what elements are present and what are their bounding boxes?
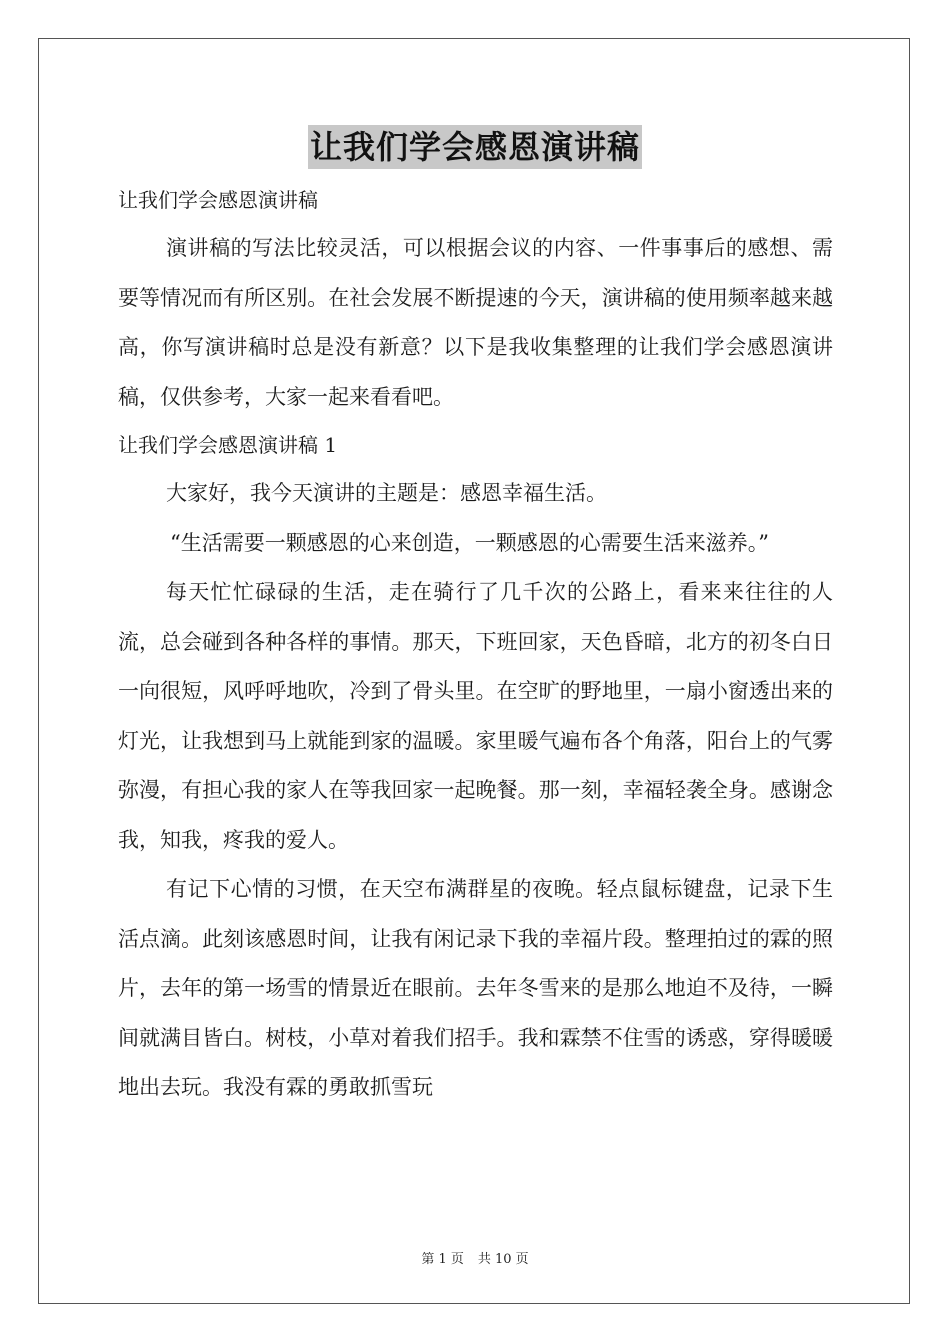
page-footer [0,1248,950,1267]
page-number: 第 1 页 [421,1252,464,1267]
document-title-block [0,125,950,169]
document-subtitle: 让我们学会感恩演讲稿 [118,188,318,212]
body-paragraph-diary: 有记下心情的习惯，在天空布满群星的夜晚。轻点鼠标键盘，记录下生活点滴。此刻该感恩时间，让我有闲记录下我的幸福片段。整理拍过的霖的照片，去年的第一场雪的情景近在眼前。去年冬雪来的是那么地迫不及待，一瞬间就满目皆白。树枝，小草对着我们招手。我和霖禁不住雪的诱惑，穿得暖暖地出去玩。我没有霖的勇敢抓雪玩 [118,877,833,1099]
body-paragraph-quote: “生活需要一颗感恩的心来创造，一颗感恩的心需要生活来滋养。” [170,530,769,555]
document-title: 让我们学会感恩演讲稿 [308,125,642,169]
section-heading: 让我们学会感恩演讲稿 1 [118,433,338,457]
document-body [118,177,833,1113]
body-paragraph-commute: 每天忙忙碌碌的生活，走在骑行了几千次的公路上，看来来往往的人流，总会碰到各种各样的事情。那天，下班回家，天色昏暗，北方的初冬白日一向很短，风呼呼地吹，冷到了骨头里。在空旷的野地里，一扇小窗透出来的灯光，让我想到马上就能到家的温暖。家里暖气遍布各个角落，阳台上的气雾弥漫，有担心我的家人在等我回家一起晚餐。那一刻，幸福轻袭全身。感谢念我，知我，疼我的爱人。 [118,580,833,852]
body-paragraph-greeting: 大家好，我今天演讲的主题是：感恩幸福生活。 [166,481,607,505]
intro-paragraph: 演讲稿的写法比较灵活，可以根据会议的内容、一件事事后的感想、需要等情况而有所区别。在社会发展不断提速的今天，演讲稿的使用频率越来越高，你写演讲稿时总是没有新意？以下是我收集整理的让我们学会感恩演讲稿，仅供参考，大家一起来看看吧。 [118,236,833,409]
page-total: 共 10 页 [477,1252,529,1267]
